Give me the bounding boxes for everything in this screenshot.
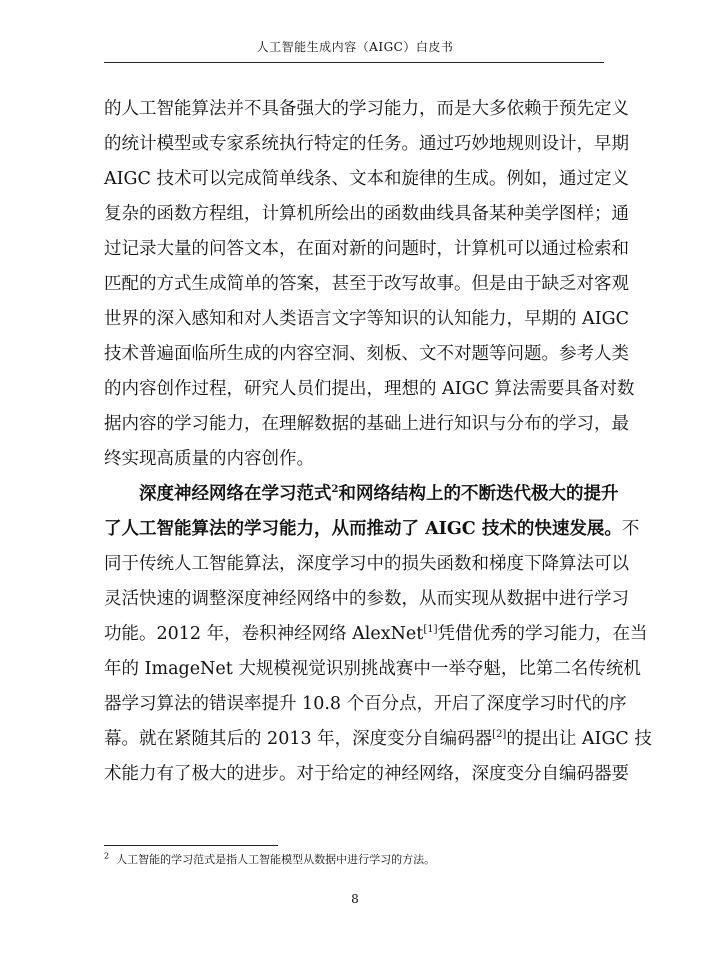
body-line: 复杂的函数方程组，计算机所绘出的函数曲线具备某种美学图样；通 bbox=[104, 204, 629, 224]
text: 不 bbox=[621, 519, 640, 539]
body-line: AIGC 技术可以完成简单线条、文本和旋律的生成。例如，通过定义 bbox=[104, 169, 629, 189]
footnote-text: 人工智能的学习范式是指人工智能模型从数据中进行学习的方法。 bbox=[116, 853, 436, 866]
body-line bbox=[104, 477, 619, 512]
footnote bbox=[104, 852, 604, 868]
header-rule bbox=[104, 62, 604, 63]
body-line bbox=[104, 512, 640, 547]
body-line: 器学习算法的错误率提升 10.8 个百分点，开启了深度学习时代的序 bbox=[104, 694, 627, 714]
body-line: 同于传统人工智能算法，深度学习中的损失函数和梯度下降算法可以 bbox=[104, 554, 629, 574]
text: 的提出让 AIGC 技 bbox=[506, 729, 652, 749]
footnote-ref[interactable]: 2 bbox=[331, 484, 339, 496]
footnote-marker: 2 bbox=[104, 851, 110, 861]
body-line bbox=[104, 617, 648, 652]
body-line: 的统计模型或专家系统执行特定的任务。通过巧妙地规则设计，早期 bbox=[104, 134, 629, 154]
body-line: 的人工智能算法并不具备强大的学习能力，而是大多依赖于预先定义 bbox=[104, 99, 629, 119]
bold-text: 深度神经网络在学习范式 bbox=[104, 484, 332, 504]
page-number: 8 bbox=[351, 892, 359, 906]
footnote-rule bbox=[104, 845, 278, 846]
body-line: 终实现高质量的内容创作。 bbox=[104, 449, 314, 469]
body-line: 过记录大量的问答文本，在面对新的问题时，计算机可以通过检索和 bbox=[104, 239, 629, 259]
body-line: 术能力有了极大的进步。对于给定的神经网络，深度变分自编码器要 bbox=[104, 764, 629, 784]
body-line: 匹配的方式生成简单的答案，甚至于改写故事。但是由于缺乏对客观 bbox=[104, 274, 629, 294]
body-line: 技术普遍面临所生成的内容空洞、刻板、文不对题等问题。参考人类 bbox=[104, 344, 629, 364]
text: 功能。2012 年，卷积神经网络 AlexNet bbox=[104, 624, 424, 644]
bold-text: 了人工智能算法的学习能力，从而推动了 AIGC 技术的快速发展。 bbox=[104, 519, 622, 539]
body-line bbox=[104, 722, 652, 757]
text: 凭借优秀的学习能力，在当 bbox=[437, 624, 648, 644]
body-line: 灵活快速的调整深度神经网络中的参数，从而实现从数据中进行学习 bbox=[104, 589, 629, 609]
text: 幕。就在紧随其后的 2013 年，深度变分自编码器 bbox=[104, 729, 493, 749]
bold-text: 和网络结构上的不断迭代极大的提升 bbox=[338, 484, 619, 504]
citation-ref[interactable]: [1] bbox=[423, 624, 438, 636]
citation-ref[interactable]: [2] bbox=[492, 729, 507, 741]
body-line: 的内容创作过程，研究人员们提出，理想的 AIGC 算法需要具备对数 bbox=[104, 379, 635, 399]
running-header: 人工智能生成内容（AIGC）白皮书 bbox=[256, 40, 454, 54]
body-line: 年的 ImageNet 大规模视觉识别挑战赛中一举夺魁，比第二名传统机 bbox=[104, 659, 641, 679]
body-line: 世界的深入感知和对人类语言文字等知识的认知能力，早期的 AIGC bbox=[104, 309, 629, 329]
body-line: 据内容的学习能力，在理解数据的基础上进行知识与分布的学习，最 bbox=[104, 414, 629, 434]
body-text bbox=[104, 92, 652, 792]
